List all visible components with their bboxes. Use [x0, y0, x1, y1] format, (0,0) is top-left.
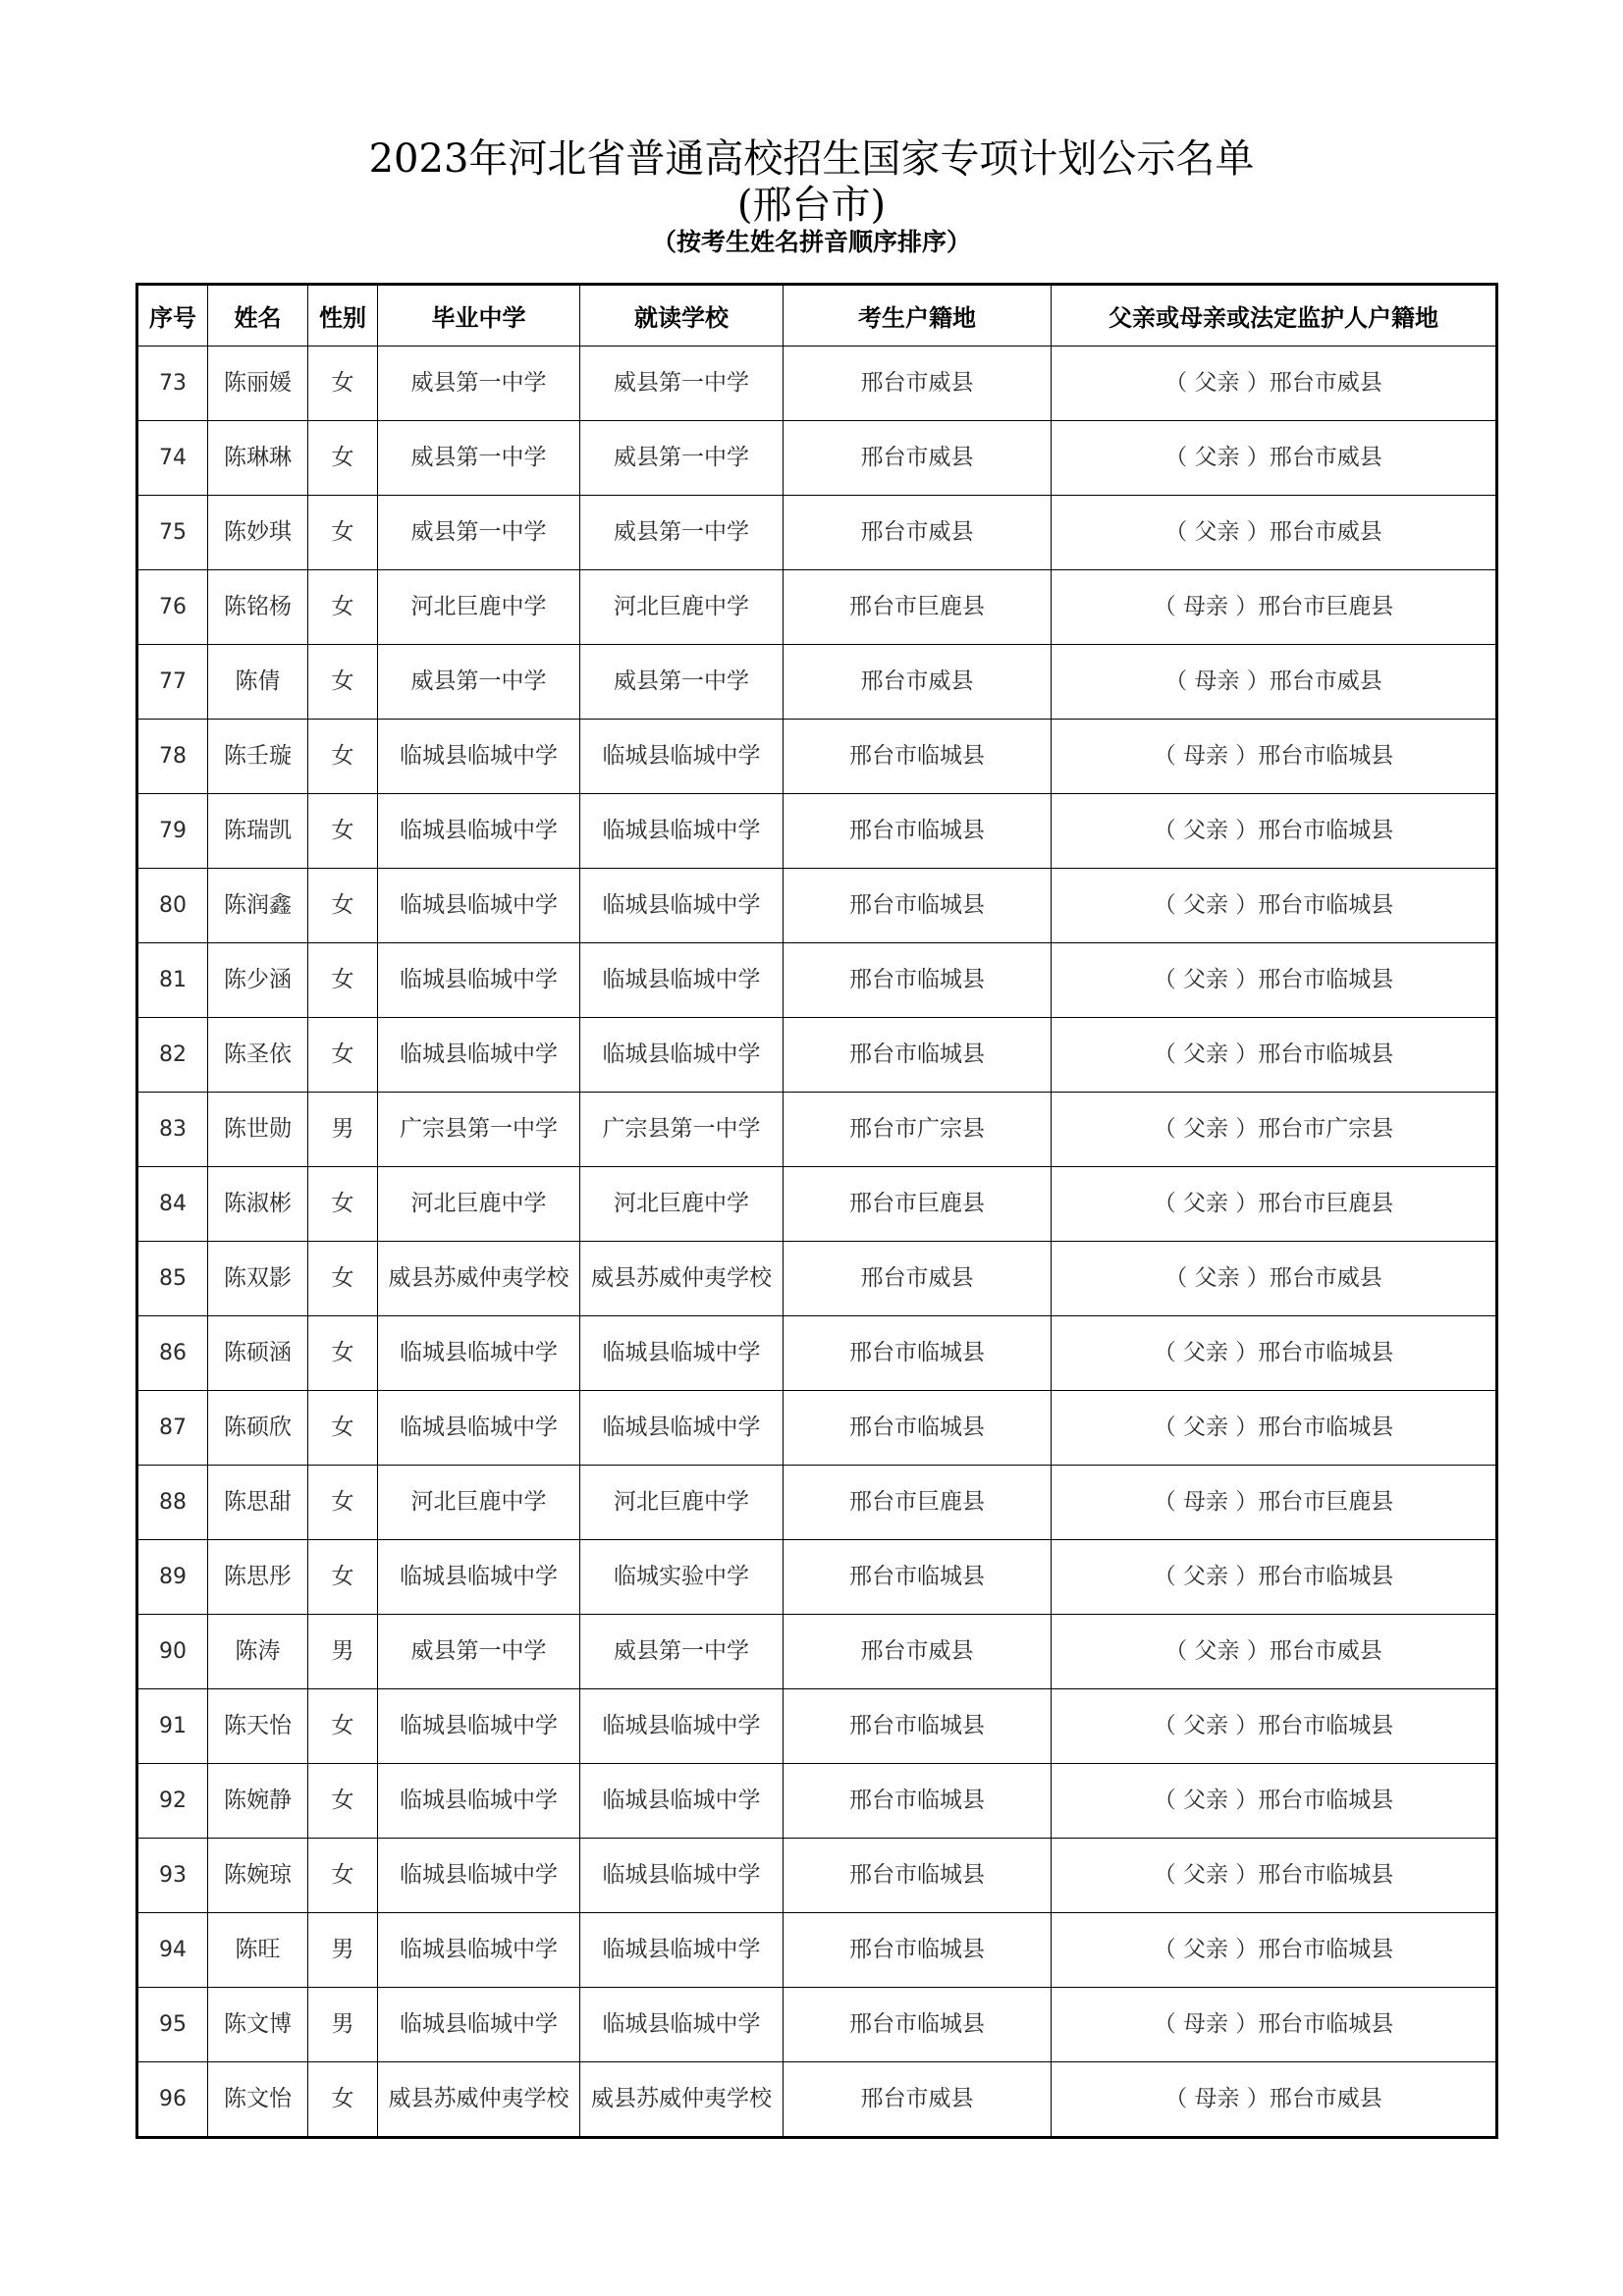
cell-current-school: 河北巨鹿中学: [580, 1466, 784, 1540]
column-header-gender: 性别: [308, 285, 378, 347]
cell-name: 陈文博: [208, 1988, 308, 2062]
cell-student-hukou: 邢台市临城县: [784, 1689, 1052, 1764]
cell-guardian-hukou: （ 父亲 ）邢台市临城县: [1052, 1540, 1497, 1615]
cell-gender: 女: [308, 943, 378, 1018]
cell-student-hukou: 邢台市巨鹿县: [784, 1167, 1052, 1242]
cell-graduating-school: 临城县临城中学: [378, 1018, 580, 1093]
table-row: [137, 1913, 1497, 1988]
cell-name: 陈铭杨: [208, 570, 308, 645]
cell-current-school: 临城县临城中学: [580, 869, 784, 943]
cell-index: 77: [137, 645, 208, 720]
cell-name: 陈硕欣: [208, 1391, 308, 1466]
cell-current-school: 威县苏威仲夷学校: [580, 2062, 784, 2138]
cell-student-hukou: 邢台市临城县: [784, 1839, 1052, 1913]
cell-index: 84: [137, 1167, 208, 1242]
column-header-student-hukou: 考生户籍地: [784, 285, 1052, 347]
table-row: [137, 1242, 1497, 1316]
cell-name: 陈婉静: [208, 1764, 308, 1839]
cell-guardian-hukou: （ 父亲 ）邢台市临城县: [1052, 1018, 1497, 1093]
cell-name: 陈文怡: [208, 2062, 308, 2138]
cell-current-school: 临城县临城中学: [580, 1391, 784, 1466]
cell-guardian-hukou: （ 父亲 ）邢台市临城县: [1052, 794, 1497, 869]
table-row: [137, 1093, 1497, 1167]
cell-graduating-school: 威县第一中学: [378, 421, 580, 496]
cell-gender: 女: [308, 570, 378, 645]
cell-gender: 女: [308, 720, 378, 794]
cell-index: 94: [137, 1913, 208, 1988]
cell-gender: 女: [308, 1839, 378, 1913]
cell-index: 87: [137, 1391, 208, 1466]
cell-current-school: 临城县临城中学: [580, 720, 784, 794]
table-row: [137, 1167, 1497, 1242]
cell-student-hukou: 邢台市威县: [784, 421, 1052, 496]
column-header-current-school: 就读学校: [580, 285, 784, 347]
cell-current-school: 临城实验中学: [580, 1540, 784, 1615]
table-row: [137, 943, 1497, 1018]
cell-student-hukou: 邢台市威县: [784, 645, 1052, 720]
table-row: [137, 347, 1497, 421]
column-header-index: 序号: [137, 285, 208, 347]
column-header-graduating-school: 毕业中学: [378, 285, 580, 347]
cell-name: 陈涛: [208, 1615, 308, 1689]
table-row: [137, 421, 1497, 496]
cell-gender: 男: [308, 1988, 378, 2062]
cell-guardian-hukou: （ 父亲 ）邢台市威县: [1052, 496, 1497, 570]
cell-gender: 女: [308, 1466, 378, 1540]
document-subtitle: (邢台市): [736, 183, 887, 228]
cell-gender: 男: [308, 1913, 378, 1988]
cell-graduating-school: 河北巨鹿中学: [378, 1466, 580, 1540]
cell-index: 73: [137, 347, 208, 421]
cell-graduating-school: 河北巨鹿中学: [378, 1167, 580, 1242]
cell-student-hukou: 邢台市临城县: [784, 869, 1052, 943]
cell-graduating-school: 威县第一中学: [378, 1615, 580, 1689]
cell-student-hukou: 邢台市临城县: [784, 1391, 1052, 1466]
cell-current-school: 河北巨鹿中学: [580, 570, 784, 645]
cell-index: 85: [137, 1242, 208, 1316]
cell-gender: 女: [308, 1167, 378, 1242]
table-row: [137, 1689, 1497, 1764]
cell-guardian-hukou: （ 父亲 ）邢台市威县: [1052, 1242, 1497, 1316]
cell-name: 陈琳琳: [208, 421, 308, 496]
cell-guardian-hukou: （ 父亲 ）邢台市临城县: [1052, 1316, 1497, 1391]
cell-name: 陈淑彬: [208, 1167, 308, 1242]
cell-current-school: 临城县临城中学: [580, 1316, 784, 1391]
cell-index: 91: [137, 1689, 208, 1764]
cell-index: 93: [137, 1839, 208, 1913]
cell-current-school: 威县第一中学: [580, 1615, 784, 1689]
cell-guardian-hukou: （ 父亲 ）邢台市临城县: [1052, 1839, 1497, 1913]
table-row: [137, 570, 1497, 645]
cell-gender: 女: [308, 1764, 378, 1839]
cell-graduating-school: 临城县临城中学: [378, 1689, 580, 1764]
table-row: [137, 1540, 1497, 1615]
cell-gender: 女: [308, 794, 378, 869]
cell-index: 76: [137, 570, 208, 645]
table-row: [137, 1839, 1497, 1913]
cell-guardian-hukou: （ 父亲 ）邢台市广宗县: [1052, 1093, 1497, 1167]
cell-current-school: 临城县临城中学: [580, 794, 784, 869]
cell-guardian-hukou: （ 父亲 ）邢台市临城县: [1052, 1689, 1497, 1764]
cell-name: 陈婉琼: [208, 1839, 308, 1913]
cell-student-hukou: 邢台市临城县: [784, 794, 1052, 869]
table-row: [137, 645, 1497, 720]
table-row: [137, 1764, 1497, 1839]
cell-gender: 女: [308, 1689, 378, 1764]
cell-student-hukou: 邢台市威县: [784, 347, 1052, 421]
cell-student-hukou: 邢台市临城县: [784, 943, 1052, 1018]
cell-student-hukou: 邢台市威县: [784, 1242, 1052, 1316]
cell-current-school: 临城县临城中学: [580, 943, 784, 1018]
column-header-guardian-hukou: 父亲或母亲或法定监护人户籍地: [1052, 285, 1497, 347]
cell-graduating-school: 临城县临城中学: [378, 1540, 580, 1615]
cell-gender: 男: [308, 1093, 378, 1167]
cell-gender: 女: [308, 2062, 378, 2138]
cell-graduating-school: 临城县临城中学: [378, 1988, 580, 2062]
cell-current-school: 威县第一中学: [580, 645, 784, 720]
table-row: [137, 794, 1497, 869]
cell-current-school: 广宗县第一中学: [580, 1093, 784, 1167]
table-row: [137, 496, 1497, 570]
cell-guardian-hukou: （ 父亲 ）邢台市临城县: [1052, 1913, 1497, 1988]
document-title: 2023年河北省普通高校招生国家专项计划公示名单: [368, 136, 1255, 182]
cell-graduating-school: 临城县临城中学: [378, 869, 580, 943]
cell-guardian-hukou: （ 母亲 ）邢台市巨鹿县: [1052, 1466, 1497, 1540]
cell-graduating-school: 威县苏威仲夷学校: [378, 2062, 580, 2138]
cell-graduating-school: 临城县临城中学: [378, 1764, 580, 1839]
cell-graduating-school: 河北巨鹿中学: [378, 570, 580, 645]
cell-current-school: 威县第一中学: [580, 347, 784, 421]
cell-name: 陈圣依: [208, 1018, 308, 1093]
cell-guardian-hukou: （ 父亲 ）邢台市威县: [1052, 347, 1497, 421]
table-header-row: [137, 285, 1497, 347]
cell-name: 陈世勋: [208, 1093, 308, 1167]
cell-graduating-school: 临城县临城中学: [378, 1316, 580, 1391]
cell-index: 82: [137, 1018, 208, 1093]
cell-guardian-hukou: （ 母亲 ）邢台市临城县: [1052, 720, 1497, 794]
cell-gender: 女: [308, 496, 378, 570]
cell-guardian-hukou: （ 父亲 ）邢台市威县: [1052, 1615, 1497, 1689]
cell-name: 陈天怡: [208, 1689, 308, 1764]
cell-current-school: 临城县临城中学: [580, 1689, 784, 1764]
table-row: [137, 2062, 1497, 2138]
cell-student-hukou: 邢台市巨鹿县: [784, 1466, 1052, 1540]
sort-note: （按考生姓名拼音顺序排序）: [651, 228, 971, 256]
cell-student-hukou: 邢台市临城县: [784, 1913, 1052, 1988]
cell-guardian-hukou: （ 父亲 ）邢台市临城县: [1052, 1764, 1497, 1839]
table-row: [137, 869, 1497, 943]
cell-graduating-school: 临城县临城中学: [378, 794, 580, 869]
cell-student-hukou: 邢台市临城县: [784, 1316, 1052, 1391]
cell-gender: 女: [308, 869, 378, 943]
cell-gender: 女: [308, 1391, 378, 1466]
cell-gender: 女: [308, 1242, 378, 1316]
cell-name: 陈旺: [208, 1913, 308, 1988]
cell-graduating-school: 临城县临城中学: [378, 943, 580, 1018]
cell-name: 陈瑞凯: [208, 794, 308, 869]
cell-student-hukou: 邢台市巨鹿县: [784, 570, 1052, 645]
cell-student-hukou: 邢台市广宗县: [784, 1093, 1052, 1167]
cell-graduating-school: 威县第一中学: [378, 645, 580, 720]
cell-student-hukou: 邢台市临城县: [784, 1764, 1052, 1839]
cell-gender: 女: [308, 1316, 378, 1391]
cell-gender: 女: [308, 421, 378, 496]
cell-index: 74: [137, 421, 208, 496]
cell-graduating-school: 威县第一中学: [378, 496, 580, 570]
cell-graduating-school: 临城县临城中学: [378, 1391, 580, 1466]
table-row: [137, 1615, 1497, 1689]
cell-student-hukou: 邢台市临城县: [784, 1540, 1052, 1615]
cell-guardian-hukou: （ 母亲 ）邢台市临城县: [1052, 1988, 1497, 2062]
cell-guardian-hukou: （ 父亲 ）邢台市临城县: [1052, 1391, 1497, 1466]
cell-graduating-school: 广宗县第一中学: [378, 1093, 580, 1167]
cell-name: 陈硕涵: [208, 1316, 308, 1391]
cell-index: 78: [137, 720, 208, 794]
cell-index: 95: [137, 1988, 208, 2062]
cell-graduating-school: 临城县临城中学: [378, 720, 580, 794]
cell-student-hukou: 邢台市威县: [784, 496, 1052, 570]
cell-graduating-school: 威县第一中学: [378, 347, 580, 421]
cell-current-school: 临城县临城中学: [580, 1913, 784, 1988]
cell-guardian-hukou: （ 父亲 ）邢台市临城县: [1052, 943, 1497, 1018]
cell-student-hukou: 邢台市威县: [784, 1615, 1052, 1689]
cell-name: 陈妙琪: [208, 496, 308, 570]
cell-current-school: 临城县临城中学: [580, 1018, 784, 1093]
table-row: [137, 1988, 1497, 2062]
table-row: [137, 1316, 1497, 1391]
cell-index: 75: [137, 496, 208, 570]
column-header-name: 姓名: [208, 285, 308, 347]
cell-student-hukou: 邢台市威县: [784, 2062, 1052, 2138]
cell-guardian-hukou: （ 母亲 ）邢台市威县: [1052, 2062, 1497, 2138]
table-row: [137, 1018, 1497, 1093]
cell-gender: 男: [308, 1615, 378, 1689]
cell-name: 陈少涵: [208, 943, 308, 1018]
cell-index: 92: [137, 1764, 208, 1839]
table-row: [137, 720, 1497, 794]
cell-current-school: 临城县临城中学: [580, 1839, 784, 1913]
cell-index: 89: [137, 1540, 208, 1615]
cell-name: 陈思甜: [208, 1466, 308, 1540]
cell-current-school: 河北巨鹿中学: [580, 1167, 784, 1242]
cell-index: 88: [137, 1466, 208, 1540]
cell-index: 90: [137, 1615, 208, 1689]
cell-name: 陈思彤: [208, 1540, 308, 1615]
cell-name: 陈丽媛: [208, 347, 308, 421]
student-list-table: [135, 283, 1498, 2139]
cell-gender: 女: [308, 347, 378, 421]
cell-index: 83: [137, 1093, 208, 1167]
cell-graduating-school: 临城县临城中学: [378, 1913, 580, 1988]
cell-index: 79: [137, 794, 208, 869]
cell-index: 96: [137, 2062, 208, 2138]
cell-name: 陈倩: [208, 645, 308, 720]
cell-guardian-hukou: （ 母亲 ）邢台市威县: [1052, 645, 1497, 720]
cell-index: 81: [137, 943, 208, 1018]
cell-name: 陈双影: [208, 1242, 308, 1316]
cell-guardian-hukou: （ 父亲 ）邢台市威县: [1052, 421, 1497, 496]
cell-student-hukou: 邢台市临城县: [784, 1018, 1052, 1093]
cell-graduating-school: 临城县临城中学: [378, 1839, 580, 1913]
cell-guardian-hukou: （ 母亲 ）邢台市巨鹿县: [1052, 570, 1497, 645]
cell-current-school: 威县苏威仲夷学校: [580, 1242, 784, 1316]
table-row: [137, 1466, 1497, 1540]
cell-gender: 女: [308, 645, 378, 720]
cell-gender: 女: [308, 1018, 378, 1093]
cell-name: 陈壬璇: [208, 720, 308, 794]
cell-index: 86: [137, 1316, 208, 1391]
cell-student-hukou: 邢台市临城县: [784, 720, 1052, 794]
cell-current-school: 临城县临城中学: [580, 1764, 784, 1839]
cell-graduating-school: 威县苏威仲夷学校: [378, 1242, 580, 1316]
table-row: [137, 1391, 1497, 1466]
cell-current-school: 临城县临城中学: [580, 1988, 784, 2062]
cell-guardian-hukou: （ 父亲 ）邢台市临城县: [1052, 869, 1497, 943]
cell-current-school: 威县第一中学: [580, 421, 784, 496]
cell-current-school: 威县第一中学: [580, 496, 784, 570]
cell-index: 80: [137, 869, 208, 943]
cell-name: 陈润鑫: [208, 869, 308, 943]
cell-gender: 女: [308, 1540, 378, 1615]
cell-student-hukou: 邢台市临城县: [784, 1988, 1052, 2062]
cell-guardian-hukou: （ 父亲 ）邢台市巨鹿县: [1052, 1167, 1497, 1242]
